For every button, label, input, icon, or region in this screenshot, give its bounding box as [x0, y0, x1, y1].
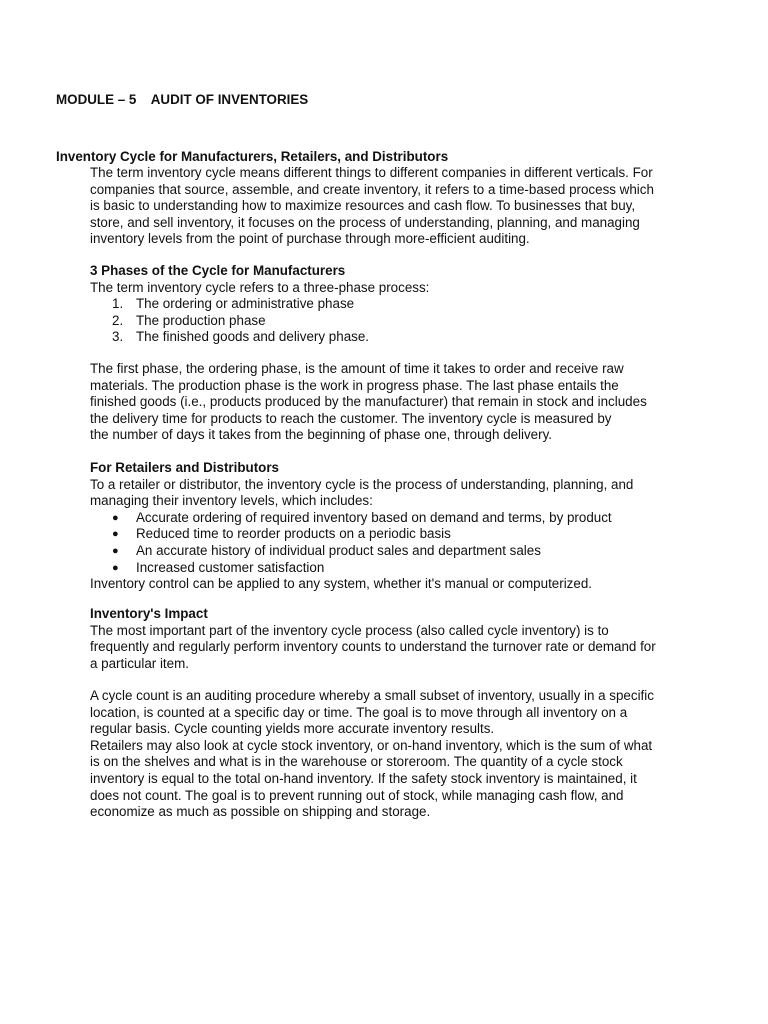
- list-item-text: The finished goods and delivery phase.: [136, 329, 370, 345]
- phases-list: [90, 296, 690, 346]
- list-item: [90, 560, 690, 577]
- paragraph-line: A cycle count is an auditing procedure whereby a small subset of inventory, usually in a specific: [90, 688, 654, 703]
- list-number: 1.: [112, 296, 124, 312]
- list-number: 2.: [112, 312, 124, 328]
- section-heading-impact: Inventory's Impact: [90, 606, 208, 621]
- paragraph-line: a particular item.: [90, 655, 189, 671]
- paragraph-line: is basic to understanding how to maximize resources and cash flow. To businesses that buy,: [90, 198, 636, 214]
- paragraph-line: the number of days it takes from the beginning of phase one, through delivery.: [90, 427, 553, 443]
- section-heading-phases: 3 Phases of the Cycle for Manufacturers: [90, 263, 346, 278]
- phases-section: [90, 263, 690, 346]
- paragraph-line: The first phase, the ordering phase, is the amount of time it takes to order and receive raw: [90, 361, 624, 376]
- paragraph-line: frequently and regularly perform inventory counts to understand the turnover rate or demand for: [90, 639, 656, 655]
- retailers-section: [90, 460, 690, 593]
- paragraph-line: Retailers may also look at cycle stock inventory, or on-hand inventory, which is the sum of what: [90, 737, 653, 753]
- paragraph-line: To a retailer or distributor, the inventory cycle is the process of understanding, planning, and: [90, 476, 634, 492]
- list-item: [90, 329, 690, 346]
- paragraph-line: inventory levels from the point of purchase through more-efficient auditing.: [90, 231, 530, 247]
- bullet-icon: ●: [112, 511, 119, 524]
- phases-lead: The term inventory cycle refers to a three-phase process:: [90, 279, 430, 295]
- list-item-text: The production phase: [136, 312, 266, 328]
- paragraph-line: companies that source, assemble, and create inventory, it refers to a time-based process which: [90, 181, 654, 197]
- list-item: [90, 510, 690, 527]
- paragraph-line: finished goods (i.e., products produced by the manufacturer) that remain in stock and includes: [90, 394, 647, 410]
- section-heading-retailers: For Retailers and Distributors: [90, 460, 279, 475]
- list-item: [90, 543, 690, 560]
- paragraph-line: inventory is equal to the total on-hand inventory. If the safety stock inventory is maintained, it: [90, 770, 637, 786]
- paragraph-line: location, is counted at a specific day or time. The goal is to move through all inventory on a: [90, 704, 628, 720]
- module-title: MODULE – 5 AUDIT OF INVENTORIES: [56, 92, 309, 107]
- retailers-bullet-list: [90, 510, 690, 576]
- intro-paragraph: [90, 165, 690, 248]
- phases-paragraph: [90, 361, 690, 444]
- paragraph-line: is on the shelves and what is in the warehouse or storeroom. The quantity of a cycle stock: [90, 754, 623, 770]
- list-item-text: An accurate history of individual product sales and department sales: [136, 542, 541, 558]
- section-heading-inventory-cycle: Inventory Cycle for Manufacturers, Retailers, and Distributors: [56, 149, 449, 164]
- bullet-icon: ●: [112, 528, 119, 541]
- bullet-icon: ●: [112, 561, 119, 574]
- list-item-text: The ordering or administrative phase: [136, 296, 355, 312]
- list-item: [90, 313, 690, 330]
- cycle-count-paragraph: [90, 688, 690, 821]
- closing-line: Inventory control can be applied to any system, whether it's manual or computerized.: [90, 576, 592, 592]
- paragraph-line: does not count. The goal is to prevent running out of stock, while managing cash flow, and: [90, 787, 624, 803]
- bullet-icon: ●: [112, 544, 119, 557]
- impact-section: [90, 606, 690, 672]
- list-item-text: Increased customer satisfaction: [136, 559, 325, 575]
- paragraph-line: The term inventory cycle means different things to different companies in different verticals. For: [90, 165, 653, 180]
- paragraph-line: regular basis. Cycle counting yields more accurate inventory results.: [90, 721, 495, 737]
- paragraph-line: The most important part of the inventory cycle process (also called cycle inventory) is to: [90, 622, 609, 638]
- paragraph-line: materials. The production phase is the work in progress phase. The last phase entails the: [90, 377, 619, 393]
- list-number: 3.: [112, 329, 124, 345]
- paragraph-line: the delivery time for products to reach the customer. The inventory cycle is measured by: [90, 410, 612, 426]
- list-item: [90, 526, 690, 543]
- list-item-text: Accurate ordering of required inventory based on demand and terms, by product: [136, 509, 612, 525]
- list-item: [90, 296, 690, 313]
- paragraph-line: managing their inventory levels, which includes:: [90, 493, 373, 509]
- paragraph-line: store, and sell inventory, it focuses on the process of understanding, planning, and managing: [90, 214, 640, 230]
- list-item-text: Reduced time to reorder products on a periodic basis: [136, 526, 451, 542]
- paragraph-line: economize as much as possible on shipping and storage.: [90, 804, 431, 820]
